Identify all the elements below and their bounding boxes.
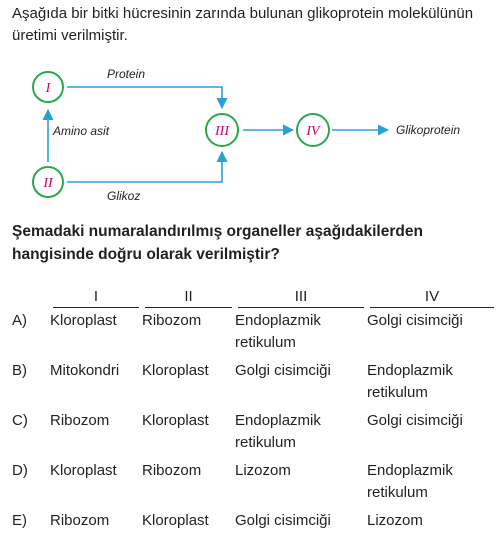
option-cell: Golgi cisimciği — [367, 412, 463, 429]
option-cell: Endoplazmik retikulum — [367, 362, 453, 401]
label-protein: Protein — [107, 67, 146, 81]
option-label: C) — [12, 412, 28, 429]
node-iv — [297, 114, 329, 146]
options-header-row — [12, 288, 497, 310]
header-iii: III — [235, 288, 367, 310]
svg-text:II: II — [43, 176, 53, 191]
svg-text:IV: IV — [306, 124, 320, 139]
option-cell: Ribozom — [50, 412, 110, 429]
option-label: E) — [12, 512, 27, 529]
option-cell: Endoplazmik retikulum — [367, 462, 453, 501]
options-table — [12, 288, 497, 538]
svg-text:III: III — [215, 124, 229, 139]
option-row-a[interactable] — [12, 310, 497, 360]
option-cell: Ribozom — [142, 462, 202, 479]
option-cell: Kloroplast — [142, 412, 209, 429]
header-ii: II — [142, 288, 235, 310]
option-cell: Mitokondri — [50, 362, 120, 379]
option-cell: Golgi cisimciği — [367, 312, 463, 329]
option-row-d[interactable] — [12, 460, 497, 510]
option-cell: Lizozom — [367, 512, 423, 529]
option-cell: Golgi cisimciği — [235, 362, 331, 379]
node-ii — [33, 167, 63, 197]
option-label: D) — [12, 462, 28, 479]
option-row-e[interactable] — [12, 510, 497, 538]
svg-text:I: I — [45, 81, 51, 96]
option-cell: Lizozom — [235, 462, 291, 479]
option-cell: Kloroplast — [50, 462, 117, 479]
option-label: B) — [12, 362, 27, 379]
question-text: Şemadaki numaralandırılmış organeller aşağıdakilerden hangisinde doğru olarak verilmiştir? — [12, 223, 423, 263]
option-label: A) — [12, 312, 27, 329]
label-glikoz: Glikoz — [107, 189, 141, 203]
label-glikoprotein: Glikoprotein — [396, 123, 461, 137]
intro-text: Aşağıda bir bitki hücresinin zarında bulunan glikoprotein molekülünün üretimi verilmiştir. — [12, 5, 474, 44]
option-row-b[interactable] — [12, 360, 497, 410]
production-diagram — [0, 58, 499, 208]
header-blank — [12, 288, 50, 310]
option-row-c[interactable] — [12, 410, 497, 460]
node-i — [33, 72, 63, 102]
arrow-protein — [67, 87, 222, 108]
option-cell: Ribozom — [142, 312, 202, 329]
label-amino-asit: Amino asit — [53, 124, 110, 138]
arrow-glikoz — [67, 152, 222, 182]
option-cell: Kloroplast — [142, 512, 209, 529]
option-cell: Endoplazmik retikulum — [235, 312, 321, 351]
option-cell: Kloroplast — [142, 362, 209, 379]
header-iv: IV — [367, 288, 497, 310]
header-i: I — [50, 288, 142, 310]
node-iii — [206, 114, 238, 146]
option-cell: Golgi cisimciği — [235, 512, 331, 529]
option-cell: Endoplazmik retikulum — [235, 412, 321, 451]
option-cell: Kloroplast — [50, 312, 117, 329]
option-cell: Ribozom — [50, 512, 110, 529]
